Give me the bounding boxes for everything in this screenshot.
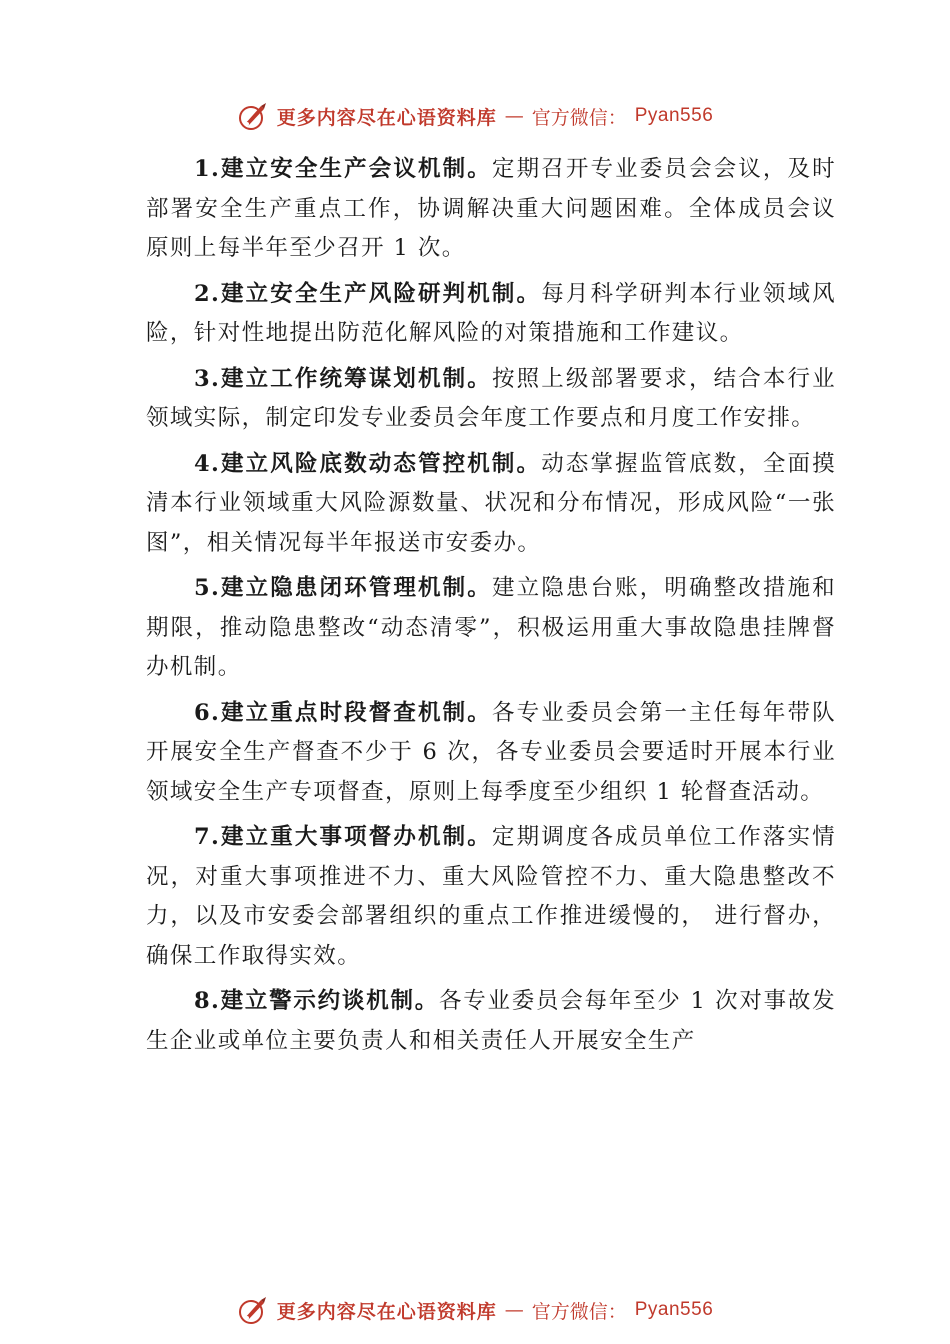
list-item: [146, 445, 836, 564]
item-body: 建立隐患台账，明确整改措施和期限，推动隐患整改“动态清零”，积极运用重大事故隐患挂牌督办机制。: [146, 575, 836, 680]
item-number: 1.: [194, 156, 221, 182]
footer-banner: [0, 1290, 950, 1330]
item-heading: 建立安全生产会议机制。: [220, 156, 492, 182]
document-body: [146, 150, 836, 1067]
item-number: 5.: [194, 575, 221, 601]
item-number: 3.: [194, 365, 221, 392]
item-body: 定期调度各成员单位工作落实情况，对重大事项推进不力、重大风险管控不力、重大隐患整改不力，以及市安委会部署组织的重点工作推进缓慢的， 进行督办，确保工作取得实效。: [146, 824, 836, 969]
item-heading: 建立隐患闭环管理机制。: [220, 575, 492, 601]
item-number: 4.: [194, 450, 221, 477]
item-number: 7.: [194, 824, 221, 850]
item-number: 8.: [194, 988, 221, 1014]
wechat-label: 官方微信：: [531, 106, 627, 129]
list-item: [146, 360, 836, 439]
item-body: 每月科学研判本行业领域风险，针对性地提出防范化解风险的对策措施和工作建议。: [146, 280, 836, 346]
wechat-id: Pyan556: [634, 1299, 714, 1320]
item-body: 动态掌握监管底数，全面摸清本行业领域重大风险源数量、状况和分布情况，形成风险“一张图”，相关情况每半年报送市安委办。: [146, 450, 836, 556]
item-number: 2.: [194, 280, 221, 307]
item-body: 各专业委员会每年至少 1 次对事故发生企业或单位主要负责人和相关责任人开展安全生产: [146, 988, 836, 1054]
banner-separator: —: [504, 105, 524, 127]
brand-text: 更多内容尽在心语资料库: [276, 1300, 497, 1323]
item-body: 定期召开专业委员会会议，及时部署安全生产重点工作，协调解决重大问题困难。全体成员会议原则上每半年至少召开 1 次。: [146, 156, 836, 261]
brand-text: 更多内容尽在心语资料库: [276, 106, 497, 129]
list-item: [146, 694, 836, 813]
quill-pen-icon: [237, 100, 269, 132]
list-item: [146, 569, 836, 688]
banner-separator: —: [504, 1299, 524, 1321]
item-heading: 建立重大事项督办机制。: [220, 824, 492, 850]
list-item: [146, 275, 836, 354]
item-number: 6.: [194, 699, 221, 726]
item-body: 各专业委员会第一主任每年带队开展安全生产督查不少于 6 次，各专业委员会要适时开展本行业领域安全生产专项督查，原则上每季度至少组织 1 轮督查活动。: [146, 699, 836, 805]
wechat-label: 官方微信：: [531, 1300, 627, 1323]
list-item: [146, 982, 836, 1061]
wechat-id: Pyan556: [634, 105, 714, 126]
item-heading: 建立警示约谈机制。: [220, 988, 439, 1014]
list-item: [146, 818, 836, 976]
quill-pen-icon: [237, 1294, 269, 1326]
header-banner: [0, 96, 950, 136]
item-heading: 建立安全生产风险研判机制。: [220, 280, 542, 307]
item-heading: 建立重点时段督查机制。: [220, 699, 492, 726]
item-heading: 建立工作统筹谋划机制。: [220, 365, 492, 392]
item-body: 按照上级部署要求，结合本行业领域实际，制定印发专业委员会年度工作要点和月度工作安排。: [146, 365, 836, 431]
list-item: [146, 150, 836, 269]
item-heading: 建立风险底数动态管控机制。: [220, 450, 542, 477]
